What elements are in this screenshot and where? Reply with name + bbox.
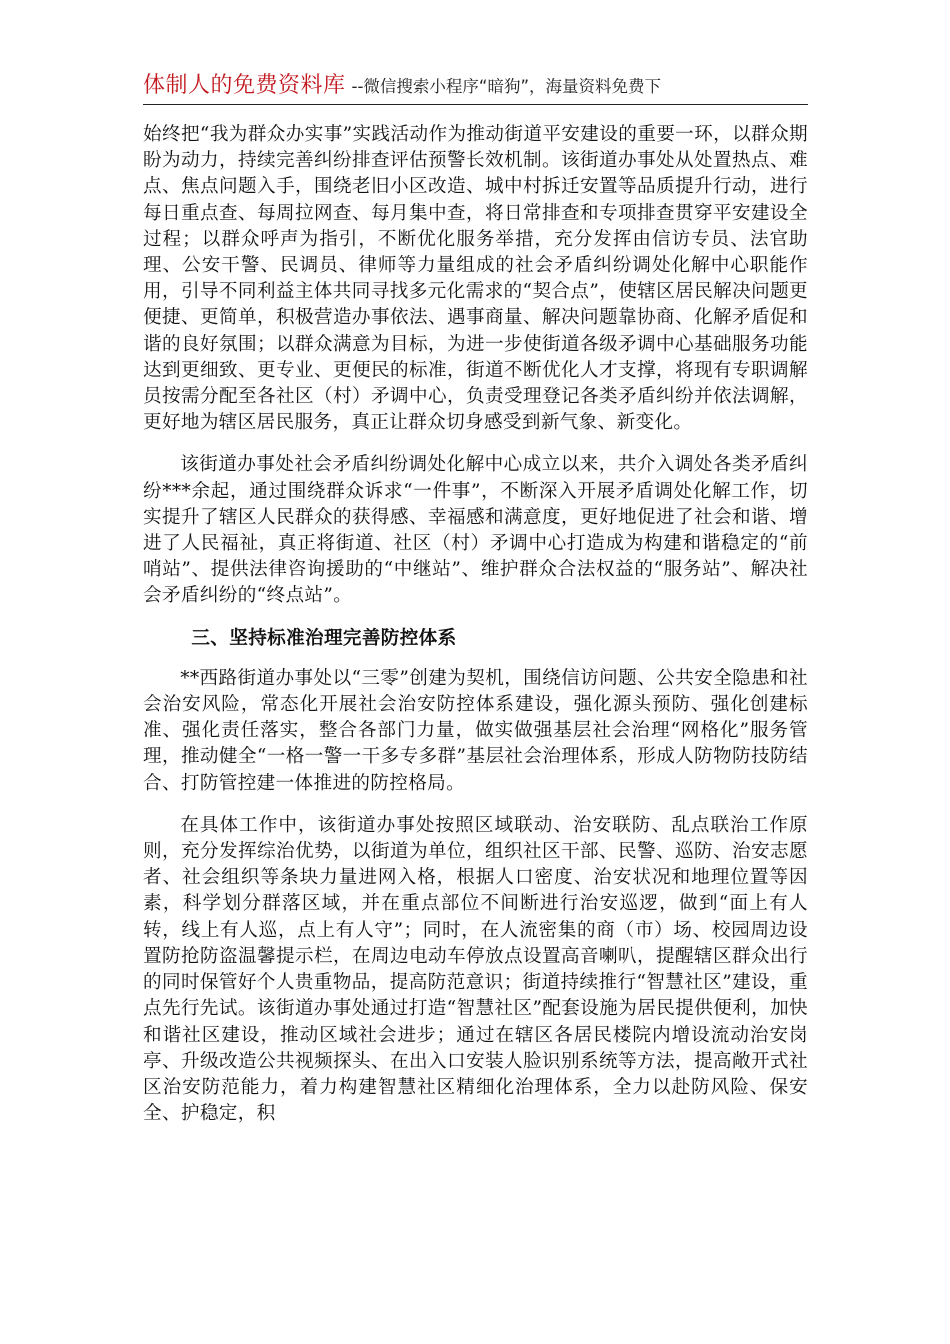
paragraph-4: 在具体工作中，该街道办事处按照区域联动、治安联防、乱点联治工作原则，充分发挥综治优势，以街道为单位，组织社区干部、民警、巡防、治安志愿者、社会组织等条块力量进网入格，根据人口密度、治安状况和地理位置等因素，科学划分群落区域，并在重点部位不间断进行治安巡逻，做到“面上有人转，线上有人巡，点上有人守”；同时，在人流密集的商（市）场、校园周边设置防抢防盗温馨提示栏，在周边电动车停放点设置高音喇叭，提醒辖区群众出行的同时保管好个人贵重物品，提高防范意识；街道持续推行“智慧社区”建设，重点先行先试。该街道办事处通过打造“智慧社区”配套设施为居民提供便利，加快和谐社区建设，推动区域社会进步；通过在辖区各居民楼院内增设流动治安岗亭、升级改造公共视频探头、在出入口安装人脸识别系统等方法，提高敞开式社区治安防范能力，着力构建智慧社区精细化治理体系，全力以赴防风险、保安全、护稳定，积 [143, 814, 808, 1125]
header-brand-title: 体制人的免费资料库 [143, 73, 346, 98]
paragraph-1: 始终把“我为群众办实事”实践活动作为推动街道平安建设的重要一环，以群众期盼为动力，持续完善纠纷排查评估预警长效机制。该街道办事处从处置热点、难点、焦点问题入手，围绕老旧小区改造、城中村拆迁安置等品质提升行动，进行每日重点查、每周拉网查、每月集中查，将日常排查和专项排查贯穿平安建设全过程；以群众呼声为指引，不断优化服务举措，充分发挥由信访专员、法官助理、公安干警、民调员、律师等力量组成的社会矛盾纠纷调处化解中心职能作用，引导不同利益主体共同寻找多元化需求的“契合点”，使辖区居民解决问题更便捷、更简单，积极营造办事依法、遇事商量、解决问题靠协商、化解矛盾促和谐的良好氛围；以群众满意为目标，为进一步使街道各级矛调中心基础服务功能达到更细致、更专业、更便民的标准，街道不断优化人才支撑，将现有专职调解员按需分配至各社区（村）矛调中心，负责受理登记各类矛盾纠纷并依法调解，更好地为辖区居民服务，真正让群众切身感受到新气象、新变化。 [143, 124, 808, 434]
document-body [143, 122, 808, 1143]
paragraph-3: **西路街道办事处以“三零”创建为契机，围绕信访问题、公共安全隐患和社会治安风险，常态化开展社会治安防控体系建设，强化源头预防、强化创建标准、强化责任落实，整合各部门力量，做实做强基层社会治理“网格化”服务管理，推动健全“一格一警一干多专多群”基层社会治理体系，形成人防物防技防结合、打防管控建一体推进的防控格局。 [143, 667, 808, 794]
page-header [143, 68, 808, 105]
header-note: --微信搜索小程序“暗狗”，海量资料免费下 [351, 77, 662, 96]
paragraph-2: 该街道办事处社会矛盾纠纷调处化解中心成立以来，共介入调处各类矛盾纠纷***余起，通过围绕群众诉求“一件事”，不断深入开展矛盾调处化解工作，切实提升了辖区人民群众的获得感、幸福感和满意度，更好地促进了社会和谐、增进了人民福祉，真正将街道、社区（村）矛调中心打造成为构建和谐稳定的“前哨站”、提供法律咨询援助的“中继站”、维护群众合法权益的“服务站”、解决社会矛盾纠纷的“终点站”。 [143, 454, 808, 607]
section-heading-3: 三、坚持标准治理完善防控体系 [191, 627, 457, 649]
